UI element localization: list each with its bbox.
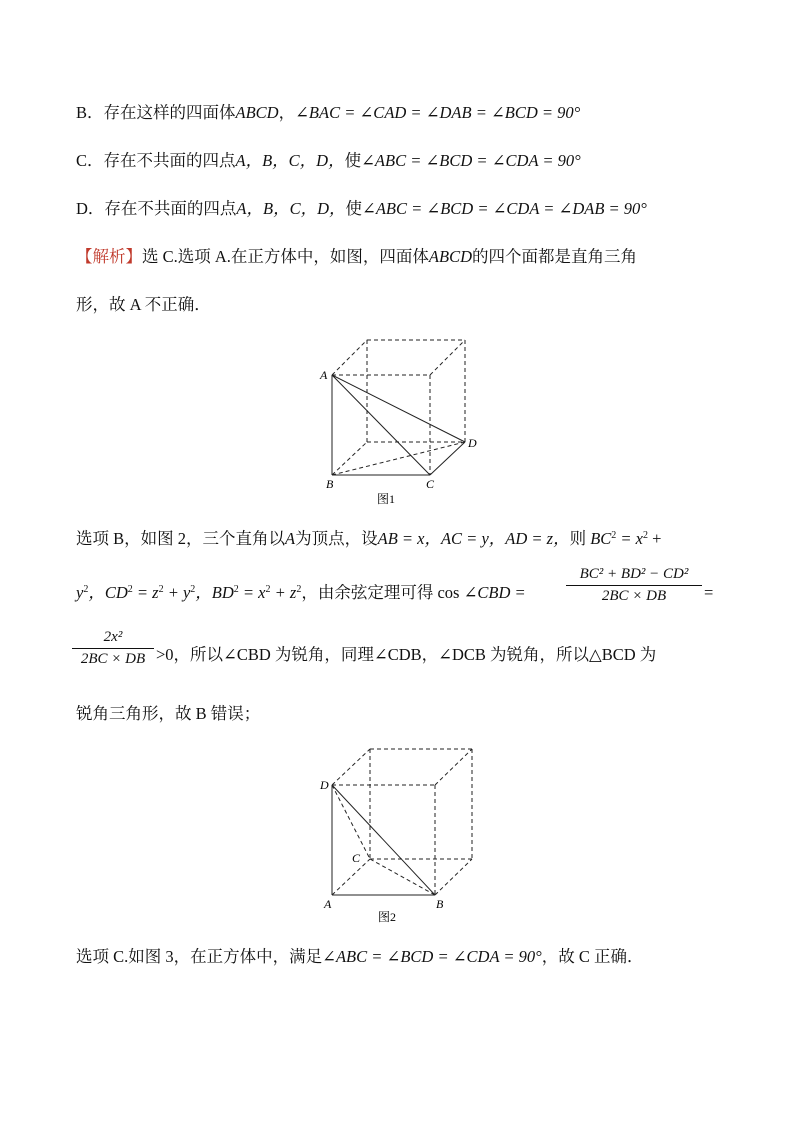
ob-l1c: 则 — [569, 529, 587, 548]
oc-angles: ∠ABC = ∠BCD = ∠CDA = 90° — [322, 947, 542, 966]
ob-bd: ，BD — [195, 583, 234, 602]
ob-plus: + — [648, 529, 662, 548]
fig1-label-a: A — [320, 368, 328, 382]
analysis-line-2: 形，故 A 不正确． — [76, 295, 211, 314]
ob-cd-rhs2: + y — [163, 583, 191, 602]
ob-y: y — [76, 583, 84, 602]
option-c-verb: 使 — [344, 151, 362, 170]
oc-line — [76, 946, 644, 968]
ob-l1a: 选项 B，如图 2，三个直角以 — [76, 529, 286, 548]
option-d-points: A，B，C，D， — [236, 199, 346, 218]
edge-ac — [332, 375, 430, 475]
ob-line-3: >0，所以∠CBD 为锐角，同理∠CDB，∠DCB 为锐角，所以△BCD 为 — [156, 645, 657, 664]
analysis-tetra: ABCD — [428, 247, 473, 266]
edge-cd — [430, 442, 465, 475]
fig1-label-d: D — [468, 436, 477, 450]
ob-bd-rhs: = x — [238, 583, 266, 602]
fig2-label-d: D — [320, 778, 329, 792]
frac2-bar — [72, 648, 154, 649]
ob-bc-rhs: = x — [616, 529, 644, 548]
analysis-text-a: 选 C.选项 A.在正方体中，如图，四面体 — [142, 247, 429, 266]
sq-2: 2 — [643, 530, 649, 541]
option-c — [76, 150, 581, 172]
analysis-tag: 【解析】 — [76, 247, 142, 266]
ob-l1-vertex: A — [285, 529, 296, 548]
sq-9: 2 — [296, 584, 302, 595]
fig2-label-a: A — [324, 897, 332, 911]
option-c-angles: ∠ABC = ∠BCD = ∠CDA = 90° — [361, 151, 581, 170]
fig2-label-c: C — [352, 851, 361, 865]
fig1-caption: 图1 — [377, 492, 396, 506]
figure-1 — [310, 335, 510, 510]
option-b-letter: B．存在这样的四面体 — [76, 103, 236, 122]
fig1-label-c: C — [426, 477, 435, 491]
oc-text-b: ，故 C 正确． — [541, 947, 644, 966]
edge-ad — [332, 375, 465, 442]
option-d-angles: ∠ABC = ∠BCD = ∠CDA = ∠DAB = 90° — [362, 199, 647, 218]
option-c-letter: C．存在不共面的四点 — [76, 151, 236, 170]
option-d-letter: D．存在不共面的四点 — [76, 199, 237, 218]
ob-line-2 — [76, 582, 526, 604]
sq-3: 2 — [83, 584, 89, 595]
option-b-angles: ∠BAC = ∠CAD = ∠DAB = ∠BCD = 90° — [295, 103, 581, 122]
frac2-den: 2BC × DB — [80, 651, 146, 667]
option-d-verb: 使 — [345, 199, 363, 218]
ob-line-4: 锐角三角形，故 B 错误； — [76, 704, 261, 723]
frac2-num: 2x² — [103, 629, 123, 645]
frac1-den: 2BC × DB — [601, 588, 667, 604]
ob-line-1 — [76, 528, 661, 550]
ob-l2-text: ，由余弦定理可得 cos — [301, 583, 460, 602]
option-d — [76, 198, 647, 220]
frac1-eq: = — [704, 583, 714, 602]
option-b-tetra: ABCD — [235, 103, 279, 122]
sq-8: 2 — [265, 584, 271, 595]
fig1-label-b: B — [326, 477, 334, 491]
ob-l1-vars: AB = x，AC = y，AD = z， — [377, 529, 570, 548]
sq-6: 2 — [190, 584, 196, 595]
option-c-points: A，B，C，D， — [235, 151, 345, 170]
ob-bd-rhs2: + z — [270, 583, 297, 602]
fraction-cosine — [566, 566, 702, 605]
sq-1: 2 — [611, 530, 617, 541]
sq-5: 2 — [158, 584, 164, 595]
option-b-sep: ， — [278, 103, 296, 122]
oc-text-a: 选项 C.如图 3，在正方体中，满足 — [76, 947, 323, 966]
ob-bc: BC — [590, 529, 612, 548]
ob-cd-rhs: = z — [132, 583, 159, 602]
edge-db — [332, 785, 435, 895]
fig2-label-b: B — [436, 897, 444, 911]
ob-cd: ，CD — [88, 583, 128, 602]
frac1-num: BC² + BD² − CD² — [579, 566, 689, 582]
frac1-bar — [566, 585, 702, 586]
analysis-text-b: 的四个面都是直角三角 — [472, 247, 638, 266]
option-b — [76, 102, 580, 124]
fraction-result — [72, 629, 154, 668]
analysis-line-1 — [76, 246, 637, 268]
sq-7: 2 — [233, 584, 239, 595]
sq-4: 2 — [127, 584, 133, 595]
figure-2 — [310, 745, 510, 925]
ob-angle: ∠CBD = — [463, 583, 526, 602]
ob-l1b: 为顶点，设 — [295, 529, 378, 548]
fig2-caption: 图2 — [378, 910, 397, 924]
